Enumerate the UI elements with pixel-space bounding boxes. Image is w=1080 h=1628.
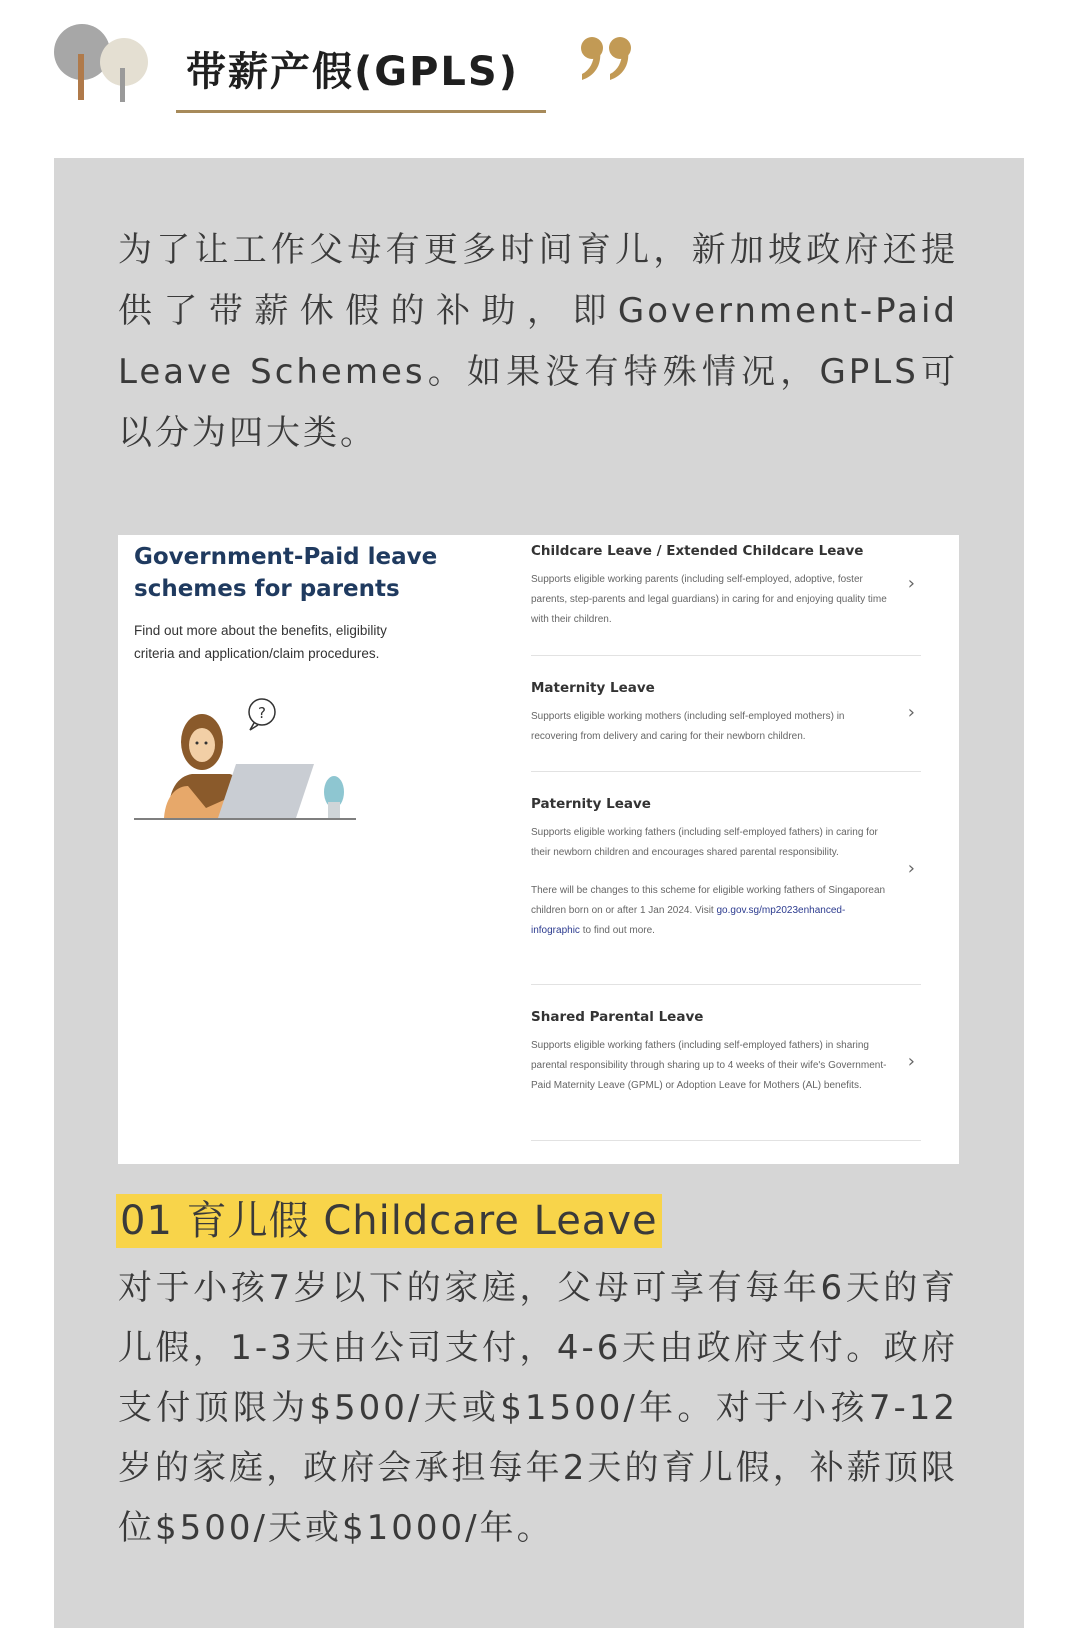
item-note <box>531 881 891 941</box>
screenshot-intro <box>134 541 514 665</box>
infographic-link[interactable]: go.gov.sg/mp2023enhanced-infographic <box>531 905 846 936</box>
page-title: 带薪产假(GPLS) <box>186 49 520 95</box>
scheme-list <box>531 535 921 1141</box>
chevron-right-icon: › <box>907 858 915 879</box>
article-header <box>0 0 1080 150</box>
svg-text:?: ? <box>258 704 266 722</box>
section-heading: 01 育儿假 Childcare Leave <box>116 1194 662 1248</box>
section-body: 对于小孩7岁以下的家庭，父母可享有每年6天的育儿假，1-3天由公司支付，4-6天由政府支付。政府支付顶限为$500/天或$1500/年。对于小孩7-12岁的家庭，政府会承担每年2天的育儿假，补薪顶限位$500/天或$1000/年。 <box>118 1268 958 1548</box>
chevron-right-icon: › <box>907 702 915 723</box>
chevron-right-icon: › <box>907 1051 915 1072</box>
item-title: Maternity Leave <box>531 680 655 696</box>
list-item[interactable] <box>531 772 921 985</box>
intro-paragraph: 为了让工作父母有更多时间育儿，新加坡政府还提供了带薪休假的补助，即Government-Paid Leave Schemes。如果没有特殊情况，GPLS可以分为四大类。 <box>118 230 958 453</box>
title-underline <box>176 110 546 113</box>
trees-icon <box>52 24 162 109</box>
item-description: Supports eligible working parents (including self-employed, adoptive, foster parents, step-parents and legal guardians) in caring for and enjoying quality time with their children. <box>531 574 887 625</box>
item-description: Supports eligible working fathers (including self-employed fathers) in caring for their newborn children and encourages shared parental responsibility. <box>531 827 878 858</box>
item-title: Childcare Leave / Extended Childcare Leave <box>531 543 864 559</box>
woman-at-laptop-illustration <box>134 690 374 835</box>
list-item[interactable] <box>531 985 921 1141</box>
item-description: Supports eligible working fathers (including self-employed fathers) in sharing parental responsibility through sharing up to 4 weeks of their wife's Government-Paid Maternity Leave (GPML) or Adoption Leave for Mothers (AL) benefits. <box>531 1040 887 1091</box>
closing-quote-icon <box>580 36 636 86</box>
content-card <box>54 158 1024 1628</box>
note-suffix: to find out more. <box>582 925 655 936</box>
list-item[interactable] <box>531 656 921 772</box>
item-title: Shared Parental Leave <box>531 1009 704 1025</box>
screenshot-description: Find out more about the benefits, eligibility criteria and application/claim procedures. <box>134 623 387 661</box>
embedded-screenshot <box>118 535 959 1164</box>
item-title: Paternity Leave <box>531 796 651 812</box>
screenshot-title: Government-Paid leave schemes for parents <box>134 544 438 602</box>
chevron-right-icon: › <box>907 573 915 594</box>
list-item[interactable] <box>531 535 921 656</box>
note-text: There will be changes to this scheme for eligible working fathers of Singaporean children born on or after 1 Jan 2024. Visit <box>531 885 886 916</box>
item-description: Supports eligible working mothers (including self-employed mothers) in recovering from delivery and caring for their newborn children. <box>531 711 845 742</box>
